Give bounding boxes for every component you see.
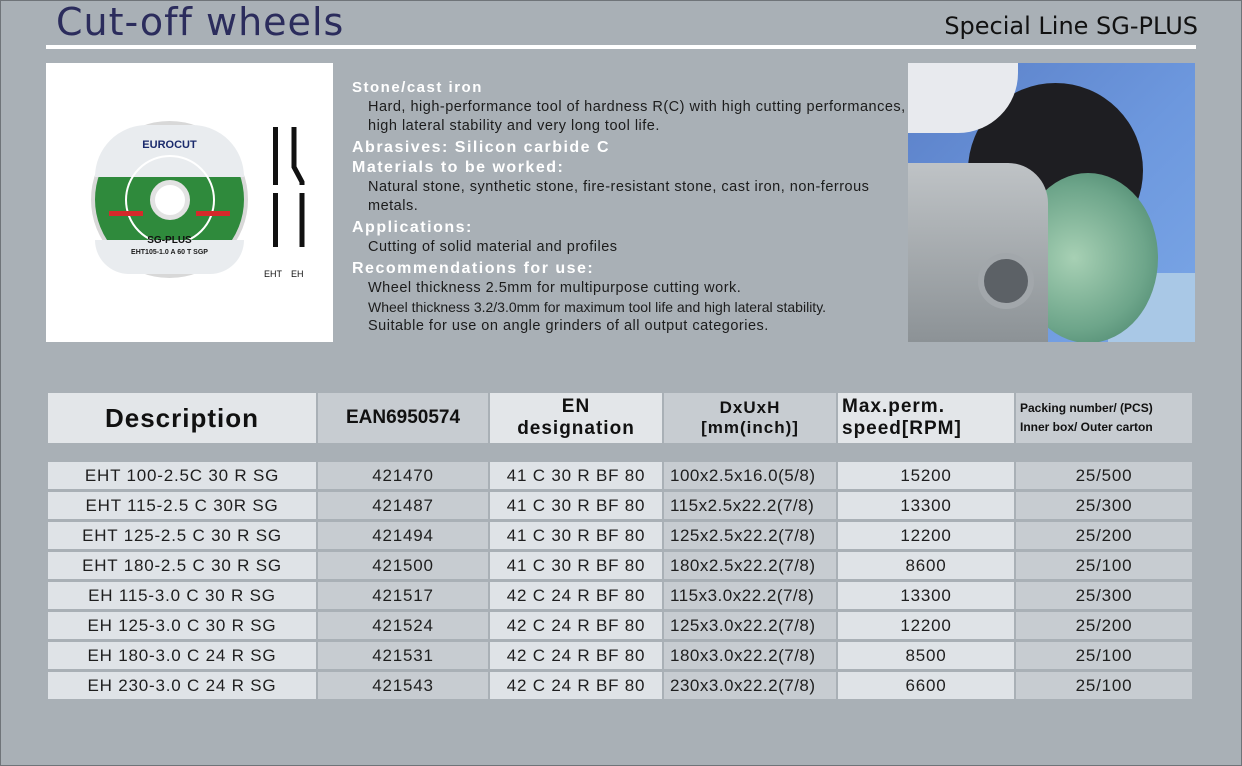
table-row xyxy=(48,492,1192,522)
cell-packing: 25/100 xyxy=(1016,672,1192,702)
recommendations-heading: Recommendations for use: xyxy=(352,260,595,277)
cell-en: 42 C 24 R BF 80 xyxy=(490,612,662,642)
disc-model: EHT105-1.0 A 60 T SGP xyxy=(131,249,208,256)
cutting-disc-image xyxy=(91,121,248,278)
cell-description: EH 180-3.0 C 24 R SG xyxy=(48,642,316,672)
col-packing-header: Packing number/ (PCS) Inner box/ Outer carton xyxy=(1016,393,1192,443)
cell-en: 41 C 30 R BF 80 xyxy=(490,462,662,492)
recommendation-3: Suitable for use on angle grinders of all output categories. xyxy=(368,318,769,334)
cell-ean: 421524 xyxy=(318,612,488,642)
applications-heading: Applications: xyxy=(352,219,473,236)
cell-speed: 8500 xyxy=(838,642,1014,672)
photo-grinder-body xyxy=(908,163,1048,342)
applications-description: Cutting of solid material and profiles xyxy=(368,239,618,255)
col-en-header: EN designation xyxy=(490,393,662,443)
cell-description: EH 230-3.0 C 24 R SG xyxy=(48,672,316,702)
col-ean-header: EAN6950574 xyxy=(318,393,488,443)
table-row xyxy=(48,582,1192,612)
page-title: Cut-off wheels xyxy=(56,0,345,44)
cell-ean: 421531 xyxy=(318,642,488,672)
cell-en: 42 C 24 R BF 80 xyxy=(490,642,662,672)
col-description-header: Description xyxy=(48,393,316,443)
eht-profile-icon xyxy=(268,127,284,247)
cell-packing: 25/200 xyxy=(1016,522,1192,552)
recommendation-1: Wheel thickness 2.5mm for multipurpose cutting work. xyxy=(368,280,742,296)
cell-dimension: 230x3.0x22.2(7/8) xyxy=(664,672,836,702)
cell-packing: 25/200 xyxy=(1016,612,1192,642)
cell-description: EHT 115-2.5 C 30R SG xyxy=(48,492,316,522)
cell-ean: 421487 xyxy=(318,492,488,522)
cell-en: 41 C 30 R BF 80 xyxy=(490,522,662,552)
table-header-row xyxy=(48,393,1192,443)
cell-speed: 12200 xyxy=(838,522,1014,552)
cell-dimension: 115x3.0x22.2(7/8) xyxy=(664,582,836,612)
table-row xyxy=(48,642,1192,672)
cell-ean: 421470 xyxy=(318,462,488,492)
eh-profile-label: EH xyxy=(291,269,304,279)
cell-ean: 421500 xyxy=(318,552,488,582)
cell-packing: 25/500 xyxy=(1016,462,1192,492)
eht-profile-label: EHT xyxy=(264,269,282,279)
cell-ean: 421494 xyxy=(318,522,488,552)
cell-ean: 421543 xyxy=(318,672,488,702)
cell-description: EHT 180-2.5 C 30 R SG xyxy=(48,552,316,582)
cell-description: EHT 100-2.5C 30 R SG xyxy=(48,462,316,492)
table-row xyxy=(48,522,1192,552)
eh-profile-icon xyxy=(290,127,310,247)
disc-center-hole xyxy=(150,180,190,220)
cell-packing: 25/100 xyxy=(1016,642,1192,672)
cell-en: 41 C 30 R BF 80 xyxy=(490,552,662,582)
cell-en: 41 C 30 R BF 80 xyxy=(490,492,662,522)
cell-packing: 25/300 xyxy=(1016,492,1192,522)
cell-speed: 12200 xyxy=(838,612,1014,642)
cell-description: EH 125-3.0 C 30 R SG xyxy=(48,612,316,642)
cell-en: 42 C 24 R BF 80 xyxy=(490,672,662,702)
cell-dimension: 125x3.0x22.2(7/8) xyxy=(664,612,836,642)
cell-en: 42 C 24 R BF 80 xyxy=(490,582,662,612)
cell-ean: 421517 xyxy=(318,582,488,612)
disc-red-band-right xyxy=(196,211,230,216)
table-row xyxy=(48,552,1192,582)
title-divider xyxy=(46,45,1196,49)
recommendation-2: Wheel thickness 3.2/3.0mm for maximum tool life and high lateral stability. xyxy=(368,299,827,315)
cell-speed: 8600 xyxy=(838,552,1014,582)
stone-description: Hard, high-performance tool of hardness R(C) with high cutting performances, high lateral stability and very long tool life. xyxy=(368,99,906,134)
materials-description: Natural stone, synthetic stone, fire-resistant stone, cast iron, non-ferrous metals. xyxy=(368,179,870,214)
cell-packing: 25/100 xyxy=(1016,552,1192,582)
materials-heading: Materials to be worked: xyxy=(352,159,565,176)
cell-dimension: 115x2.5x22.2(7/8) xyxy=(664,492,836,522)
cell-speed: 13300 xyxy=(838,582,1014,612)
cell-dimension: 125x2.5x22.2(7/8) xyxy=(664,522,836,552)
product-table xyxy=(46,393,1194,702)
table-row xyxy=(48,462,1192,492)
cell-dimension: 180x3.0x22.2(7/8) xyxy=(664,642,836,672)
abrasives-heading: Abrasives: Silicon carbide C xyxy=(352,139,611,156)
cell-dimension: 180x2.5x22.2(7/8) xyxy=(664,552,836,582)
table-row xyxy=(48,612,1192,642)
cell-speed: 13300 xyxy=(838,492,1014,522)
product-info xyxy=(352,78,908,336)
cell-speed: 6600 xyxy=(838,672,1014,702)
disc-name: SG-PLUS xyxy=(147,235,192,246)
product-line-subtitle: Special Line SG-PLUS xyxy=(944,12,1198,40)
product-image-panel xyxy=(46,63,333,342)
cell-description: EHT 125-2.5 C 30 R SG xyxy=(48,522,316,552)
cell-speed: 15200 xyxy=(838,462,1014,492)
photo-spindle-nut xyxy=(978,253,1034,309)
cell-description: EH 115-3.0 C 30 R SG xyxy=(48,582,316,612)
cell-dimension: 100x2.5x16.0(5/8) xyxy=(664,462,836,492)
cell-packing: 25/300 xyxy=(1016,582,1192,612)
table-row xyxy=(48,672,1192,702)
angle-grinder-photo xyxy=(908,63,1195,342)
col-dimension-header: DxUxH [mm(inch)] xyxy=(664,393,836,443)
col-speed-header: Max.perm. speed[RPM] xyxy=(838,393,1014,443)
stone-heading: Stone/cast iron xyxy=(352,79,483,96)
disc-brand: EUROCUT xyxy=(142,139,197,151)
disc-red-band-left xyxy=(109,211,143,216)
